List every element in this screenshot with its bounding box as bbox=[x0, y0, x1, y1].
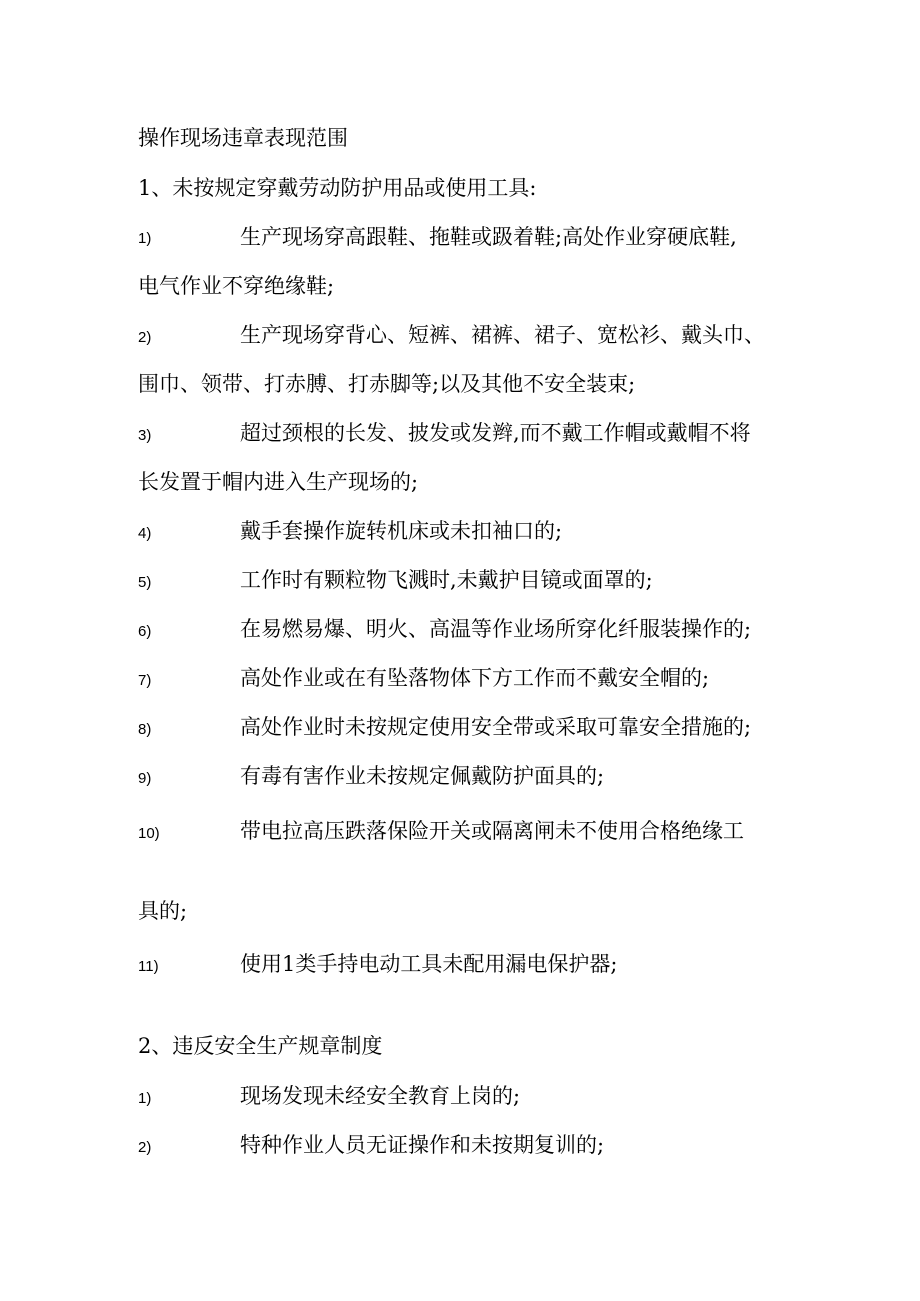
item-text: 戴手套操作旋转机床或未扣袖口的; bbox=[240, 519, 563, 543]
item-text: 超过颈根的长发、披发或发辫,而不戴工作帽或戴帽不将 bbox=[240, 421, 751, 445]
item-number: 8) bbox=[138, 721, 152, 738]
item-number: 11) bbox=[138, 958, 159, 975]
section-2-heading: 2、违反安全生产规章制度 bbox=[138, 1034, 383, 1058]
item-number: 2) bbox=[138, 1139, 152, 1156]
item-text: 特种作业人员无证操作和未按期复训的; bbox=[240, 1133, 605, 1157]
item-number: 1) bbox=[138, 230, 152, 247]
item-text-continuation: 长发置于帽内进入生产现场的; bbox=[138, 470, 419, 494]
item-text: 高处作业或在有坠落物体下方工作而不戴安全帽的; bbox=[240, 666, 710, 690]
item-text-continuation: 具的; bbox=[138, 899, 188, 923]
section-1-heading: 1、未按规定穿戴劳动防护用品或使用工具: bbox=[138, 176, 537, 200]
document-title: 操作现场违章表现范围 bbox=[138, 126, 348, 150]
item-text-continuation: 围巾、领带、打赤膊、打赤脚等;以及其他不安全装束; bbox=[138, 372, 636, 396]
item-number: 10) bbox=[138, 825, 160, 842]
item-number: 2) bbox=[138, 329, 152, 346]
item-text: 带电拉高压跌落保险开关或隔离闸未不使用合格绝缘工 bbox=[240, 819, 744, 843]
item-text: 在易燃易爆、明火、高温等作业场所穿化纤服装操作的; bbox=[240, 617, 752, 641]
item-text: 使用1类手持电动工具未配用漏电保护器; bbox=[240, 952, 618, 976]
item-text: 生产现场穿高跟鞋、拖鞋或趿着鞋;高处作业穿硬底鞋, bbox=[240, 225, 737, 249]
item-number: 4) bbox=[138, 525, 152, 542]
item-text: 生产现场穿背心、短裤、裙裤、裙子、宽松衫、戴头巾、 bbox=[240, 323, 765, 347]
item-number: 6) bbox=[138, 623, 152, 640]
item-text-continuation: 电气作业不穿绝缘鞋; bbox=[138, 274, 335, 298]
item-text: 有毒有害作业未按规定佩戴防护面具的; bbox=[240, 764, 605, 788]
item-number: 9) bbox=[138, 770, 152, 787]
item-number: 3) bbox=[138, 427, 152, 444]
item-text: 高处作业时未按规定使用安全带或采取可靠安全措施的; bbox=[240, 715, 752, 739]
item-number: 1) bbox=[138, 1090, 152, 1107]
item-number: 7) bbox=[138, 672, 152, 689]
item-number: 5) bbox=[138, 574, 152, 591]
item-text: 工作时有颗粒物飞溅时,未戴护目镜或面罩的; bbox=[240, 568, 653, 592]
item-text: 现场发现未经安全教育上岗的; bbox=[240, 1084, 521, 1108]
